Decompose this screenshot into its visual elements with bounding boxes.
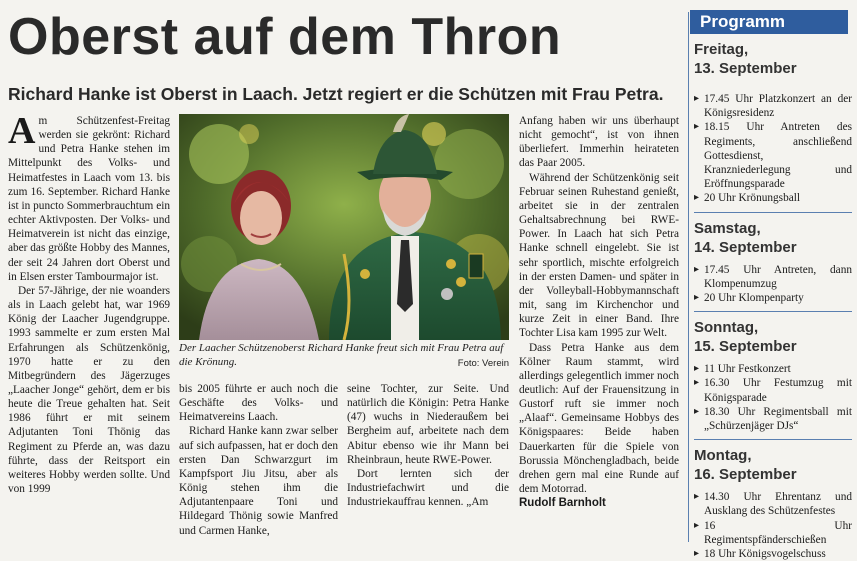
event-item: ▸ 18 Uhr Königsvogelschuss	[694, 547, 852, 561]
event-item: ▸ 16.30 Uhr Festumzug mit Königsparade	[694, 376, 852, 404]
paragraph: Der 57-Jährige, der nie woanders als in Laach gelebt hat, war 1969 König der Laacher Jugendgruppe. 1993 sammelte er zum ersten Mal Erfahrungen als Schützenkönig, 1970 hatte er zu den Mitbegründern des Jägerzuges „Laacher Jonge“ gehört, dem er bis heute die Treue gehalten hat. Seit 1986 führt er mit seinem Adjutanten Toni Thönig das Regiment zu Pferde an, was dazu führte, dass der Reitsport ein weiteres Hobby werden sollte. Und von 1999	[8, 284, 170, 496]
programm-list	[694, 40, 852, 561]
event-item: ▸ 17.45 Uhr Platzkonzert an der Königsresidenz	[694, 92, 852, 120]
day-weekday: Samstag,	[694, 219, 761, 237]
programm-day	[694, 219, 852, 306]
paragraph: Richard Hanke kann zwar selber auf sich aufpassen, hat er doch den ersten Dan Schwarzgurt im Kampfsport Jiu Jitsu, aber als König stehen ihm die Adjutantenpaare Toni und Hildegard Thönig sowie Manfred und Carmen Hanke,	[179, 425, 338, 537]
day-weekday: Sonntag,	[694, 319, 759, 337]
divider	[694, 212, 852, 213]
paragraph: m Schützenfest-Freitag werden sie gekrönt: Richard und Petra Hanke stehen im Mittelpunkt des Volks- und Heimatfestes in Laach vom 13. bis zum 16. September. Richard Hanke ist in puncto Sommerbrauchtum ein echter Aktivposten. Der Volks- und Heimatverein ist nicht das einzige, aber das größte Hobby des Mannes, der seit 24 Jahren dort Oberst und in Elsen erster Tambourmajor ist.	[8, 115, 170, 283]
article-column-4	[519, 114, 679, 510]
day-date: 13. September	[694, 60, 797, 77]
article-subheadline: Richard Hanke ist Oberst in Laach. Jetzt regiert er die Schützen mit Frau Petra.	[8, 84, 664, 104]
programm-day	[694, 446, 852, 561]
photo-caption	[179, 342, 509, 370]
event-item: ▸ 20 Uhr Krönungsball	[694, 191, 852, 205]
article-photo	[179, 114, 509, 340]
paragraph: bis 2005 führte er auch noch die Geschäfte des Volks- und Heimatvereins Laach.	[179, 383, 338, 424]
divider	[694, 311, 852, 312]
paragraph: Anfang haben wir uns überhaupt nicht gemocht“, ist von ihnen überliefert. Immerhin heirateten das Paar 2005.	[519, 115, 679, 170]
event-item: ▸ 14.30 Uhr Ehrentanz und Ausklang des Schützenfestes	[694, 490, 852, 518]
day-date: 16. September	[694, 466, 797, 484]
day-date: 14. September	[694, 238, 797, 256]
divider	[694, 439, 852, 440]
event-item: ▸ 16 Uhr Regimentspfänderschießen	[694, 519, 852, 547]
programm-title: Programm	[690, 10, 848, 34]
article-author: Rudolf Barnholt	[519, 497, 606, 510]
day-weekday: Montag,	[694, 447, 752, 465]
paragraph: Dass Petra Hanke aus dem Kölner Raum stammt, wird allerdings gelegentlich immer noch deutlich: Auf der Frauensitzung in Gustorf ruft sie immer noch „Alaaf“. Gemeinsame Hobbys des Königspaares: Beide haben Dauerkarten für die Spiele von Borussia Mönchengladbach, beide drehen gern mal eine Runde auf dem Motorrad.	[519, 341, 679, 496]
event-item: ▸ 17.45 Uhr Antreten, dann Klompenumzug	[694, 263, 852, 291]
paragraph: Dort lernten sich der Industriefachwirt und die Industriekauffrau kennen. „Am	[347, 467, 509, 509]
article-column-1	[8, 110, 170, 496]
event-item: ▸ 18.15 Uhr Antreten des Regiments, anschließend Gottesdienst, Kranzniederlegung und Eröffnungsparade	[694, 120, 852, 191]
event-item: ▸ 20 Uhr Klompenparty	[694, 291, 852, 305]
drop-cap: A	[8, 110, 36, 152]
article-headline: Oberst auf dem Thron	[8, 8, 562, 66]
photo-couple-image	[179, 114, 509, 340]
day-date: 15. September	[694, 338, 797, 356]
paragraph: Während der Schützenkönig seit Februar seinen Ruhestand genießt, arbeitet sie in der zentralen Gehaltsabrechnung bei RWE-Power. In Laach hat sich Petra Hanke schnell eingelebt. Sie ist sehr sportlich, mischte erfolgreich in der ersten Damen- und später in der Volleyball-Hobbymannschaft mit, sang im Kirchenchor und kurze Zeit in einer Band. Ihre Tochter Lisa kam 1995 zur Welt.	[519, 171, 679, 340]
programm-day	[694, 40, 852, 206]
event-item: ▸ 11 Uhr Festkonzert	[694, 362, 852, 376]
article-column-3	[347, 382, 509, 509]
article-column-2	[179, 382, 338, 538]
event-item: ▸ 18.30 Uhr Regimentsball mit „Schürzenjäger DJs“	[694, 405, 852, 433]
photo-credit: Foto: Verein	[457, 357, 509, 369]
paragraph: seine Tochter, zur Seite. Und natürlich die Königin: Petra Hanke (47) wuchs in Niederaußem bei Bergheim auf, arbeitete nach dem Abitur ebenso wie ihr Mann bei Rheinbraun, heute RWE-Power.	[347, 383, 509, 466]
programm-day	[694, 318, 852, 433]
day-weekday: Freitag,	[694, 41, 749, 58]
caption-text: Der Laacher Schützenoberst Richard Hanke freut sich mit Frau Petra auf die Krönung.	[179, 342, 504, 368]
